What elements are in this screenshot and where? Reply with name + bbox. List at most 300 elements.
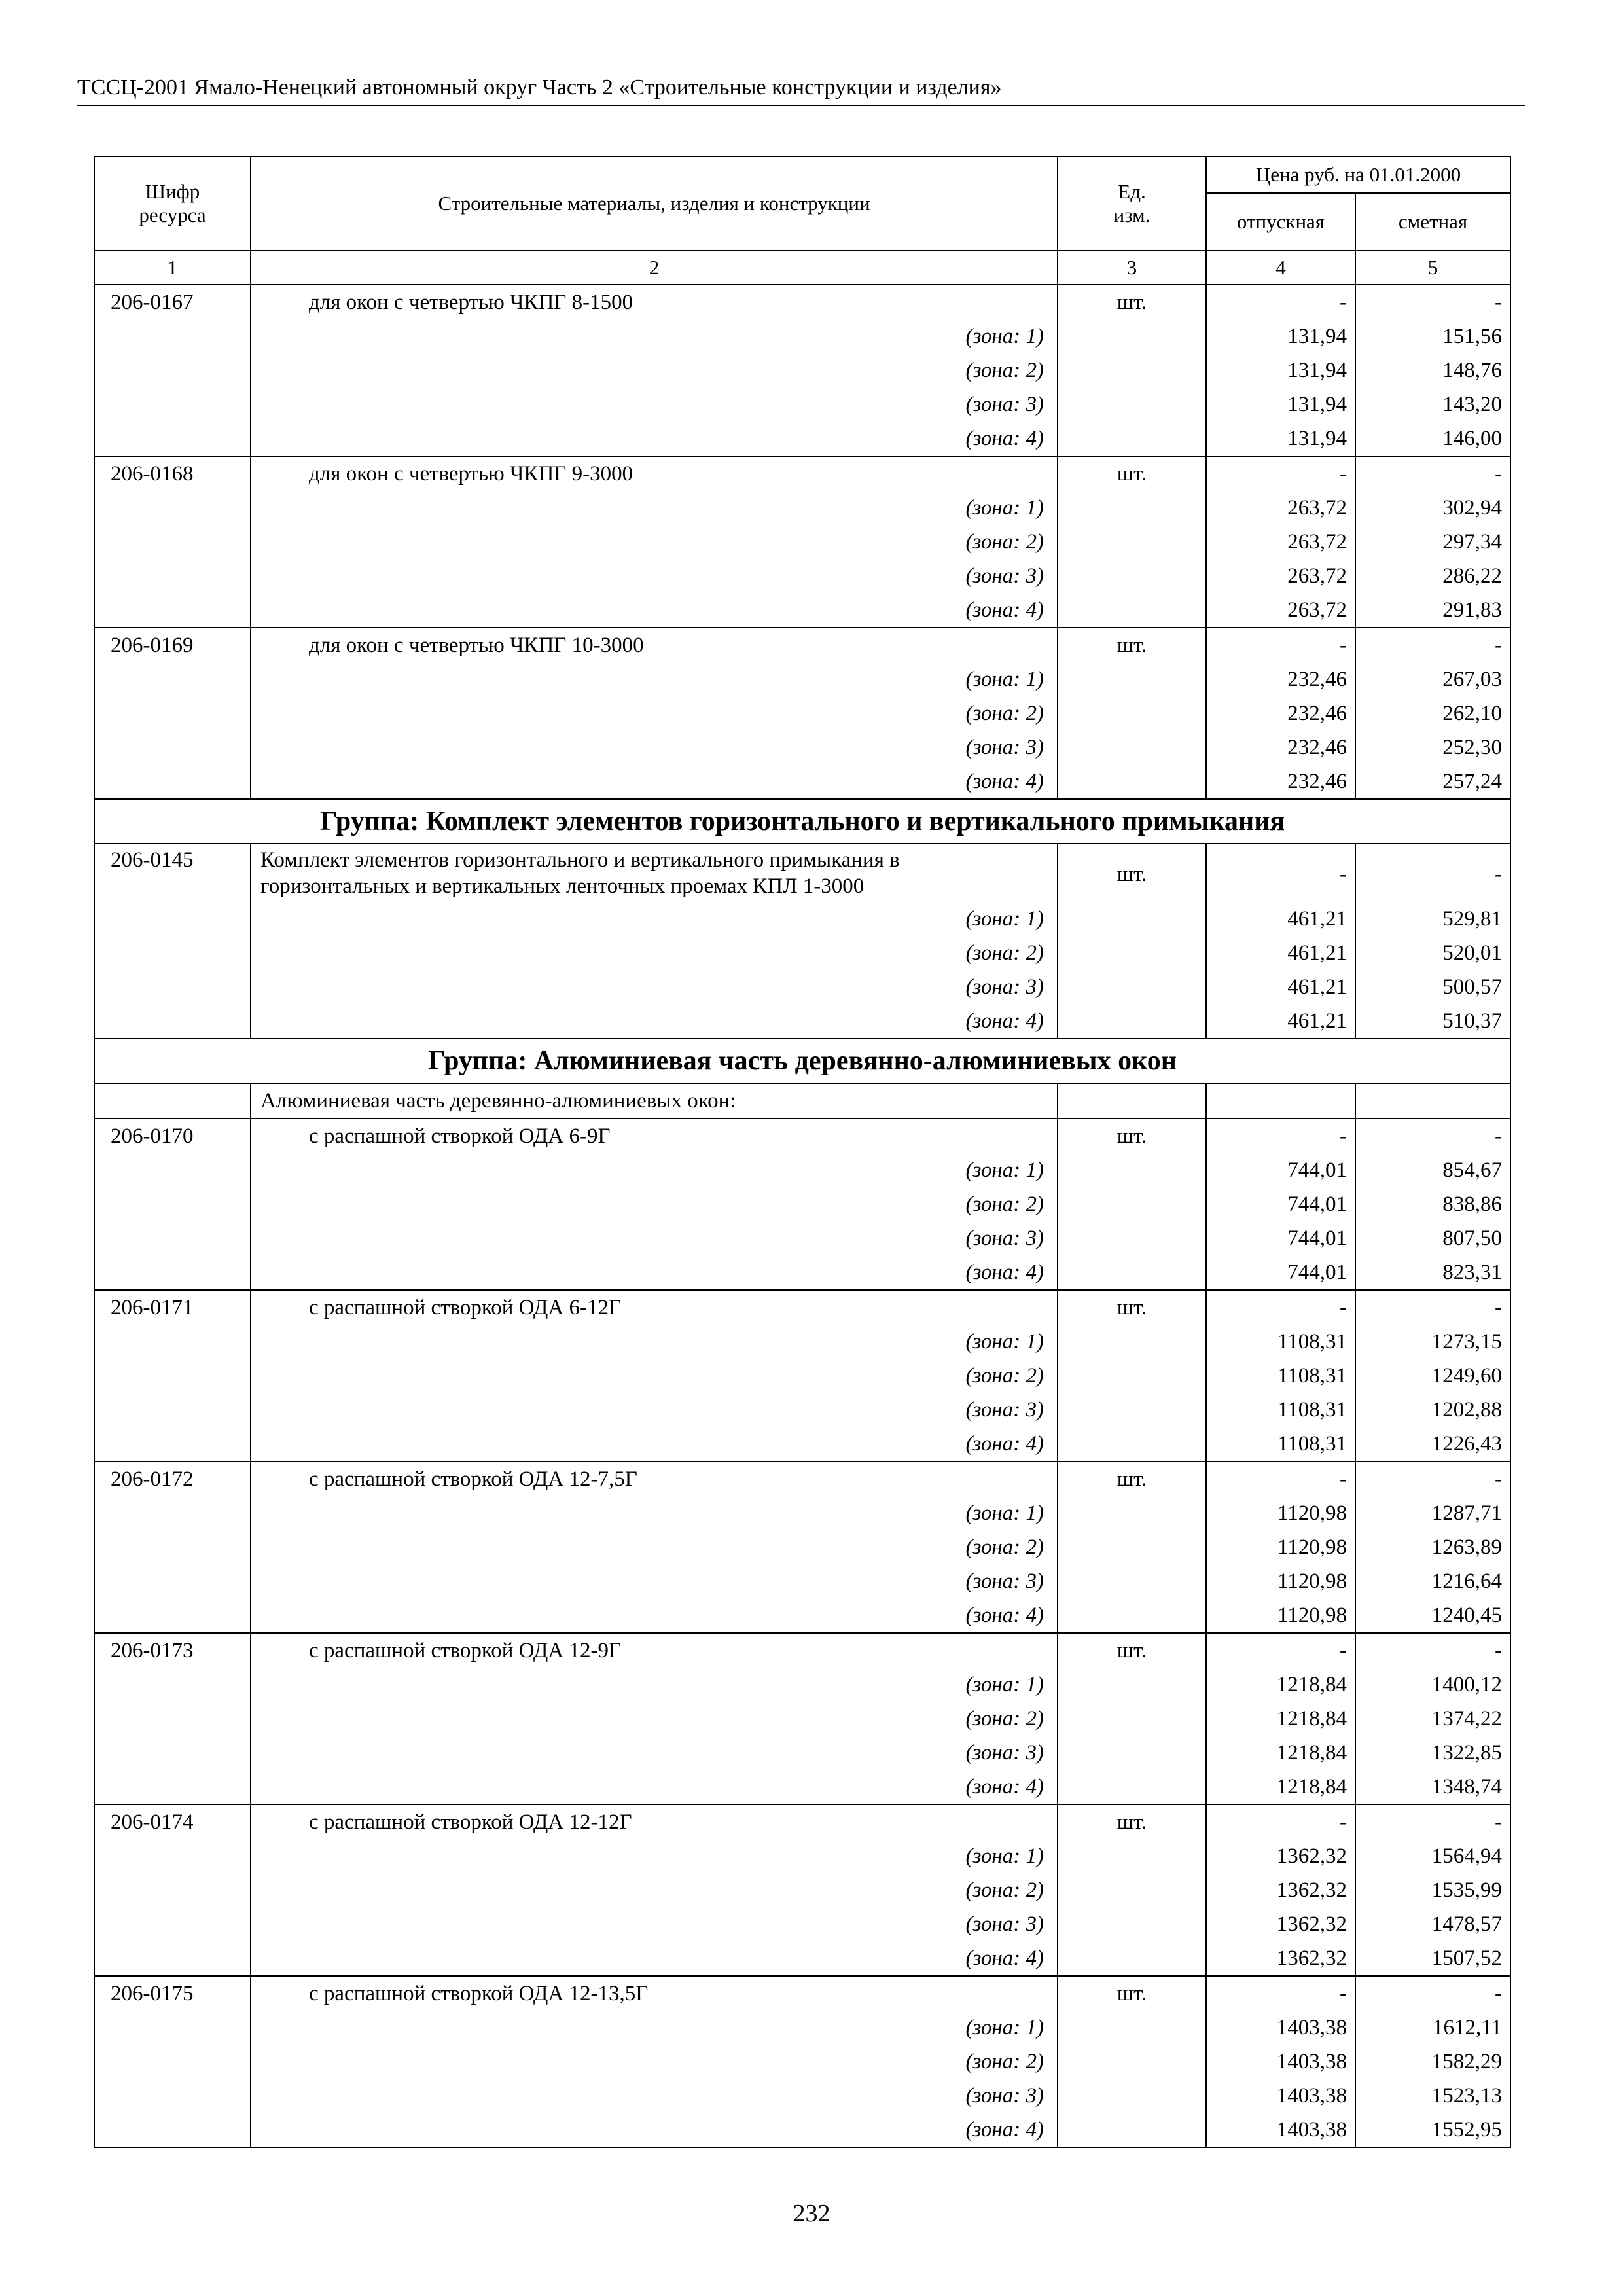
resource-code-cell [94, 936, 251, 970]
estimate-price: 1523,13 [1355, 2079, 1510, 2113]
running-header: ТССЦ-2001 Ямало-Ненецкий автономный округ Часть 2 «Строительные конструкции и изделия» [77, 73, 1525, 106]
estimate-price: 1400,12 [1355, 1668, 1510, 1702]
header-price-group: Цена руб. на 01.01.2000 [1206, 156, 1510, 193]
release-price: 232,46 [1206, 764, 1355, 799]
resource-code-cell [94, 1702, 251, 1736]
table-row [94, 1119, 1510, 1153]
unit-cell [1058, 1083, 1206, 1119]
resource-code-cell [94, 1770, 251, 1804]
unit-of-measure: шт. [1058, 1290, 1206, 1325]
resource-code: 206-0172 [94, 1462, 251, 1496]
zone-row [94, 1393, 1510, 1427]
resource-code-cell [94, 1941, 251, 1976]
table-row [94, 1633, 1510, 1668]
resource-code: 206-0167 [94, 285, 251, 319]
zone-row [94, 1359, 1510, 1393]
resource-code-cell [94, 1907, 251, 1941]
unit-cell [1058, 1221, 1206, 1255]
material-description: Комплект элементов горизонтального и вертикального примыкания в горизонтальных и вертикальных ленточных проемах КПЛ 1-3000 [251, 844, 1058, 902]
unit-cell [1058, 1530, 1206, 1564]
zone-label: (зона: 2) [251, 2045, 1058, 2079]
resource-code-cell [94, 1839, 251, 1873]
release-price: 744,01 [1206, 1255, 1355, 1290]
resource-code-cell [94, 559, 251, 593]
price-table [94, 156, 1511, 2148]
unit-of-measure: шт. [1058, 628, 1206, 662]
zone-row [94, 2011, 1510, 2045]
resource-code-cell [94, 2045, 251, 2079]
estimate-price: - [1355, 1804, 1510, 1839]
zone-row [94, 2079, 1510, 2113]
zone-row [94, 1004, 1510, 1039]
unit-cell [1058, 1873, 1206, 1907]
release-price: 1218,84 [1206, 1668, 1355, 1702]
zone-label: (зона: 3) [251, 559, 1058, 593]
material-description: с распашной створкой ОДА 6-9Г [251, 1119, 1058, 1153]
estimate-price: 520,01 [1355, 936, 1510, 970]
zone-label: (зона: 2) [251, 353, 1058, 387]
unit-cell [1058, 2079, 1206, 2113]
unit-cell [1058, 491, 1206, 525]
column-numbers-row [94, 251, 1510, 285]
resource-code-cell [94, 696, 251, 730]
unit-cell [1058, 1702, 1206, 1736]
resource-code-cell [94, 2079, 251, 2113]
estimate-price: 1478,57 [1355, 1907, 1510, 1941]
resource-code-cell [94, 1598, 251, 1633]
resource-code-cell [94, 730, 251, 764]
zone-label: (зона: 4) [251, 1427, 1058, 1462]
estimate-price: - [1355, 628, 1510, 662]
resource-code: 206-0145 [94, 844, 251, 902]
zone-label: (зона: 1) [251, 491, 1058, 525]
estimate-price: 1348,74 [1355, 1770, 1510, 1804]
table-row [94, 1804, 1510, 1839]
estimate-price: 1216,64 [1355, 1564, 1510, 1598]
zone-row [94, 1221, 1510, 1255]
estimate-price: 291,83 [1355, 593, 1510, 628]
unit-cell [1058, 662, 1206, 696]
release-price: 1108,31 [1206, 1359, 1355, 1393]
estimate-price: 500,57 [1355, 970, 1510, 1004]
zone-row [94, 559, 1510, 593]
release-price: 1403,38 [1206, 2011, 1355, 2045]
release-price: 1218,84 [1206, 1702, 1355, 1736]
resource-code-cell [94, 2011, 251, 2045]
unit-cell [1058, 1427, 1206, 1462]
zone-label: (зона: 2) [251, 1873, 1058, 1907]
zone-row [94, 1668, 1510, 1702]
unit-of-measure: шт. [1058, 1462, 1206, 1496]
estimate-price: 510,37 [1355, 1004, 1510, 1039]
zone-label: (зона: 3) [251, 970, 1058, 1004]
estimate-price: 823,31 [1355, 1255, 1510, 1290]
zone-label: (зона: 2) [251, 1530, 1058, 1564]
release-price: - [1206, 1633, 1355, 1668]
resource-code-cell [94, 491, 251, 525]
resource-code-cell [94, 764, 251, 799]
estimate-price: 1226,43 [1355, 1427, 1510, 1462]
resource-code: 206-0173 [94, 1633, 251, 1668]
resource-code-cell [94, 1221, 251, 1255]
unit-of-measure: шт. [1058, 285, 1206, 319]
zone-label: (зона: 2) [251, 1359, 1058, 1393]
release-price: - [1206, 628, 1355, 662]
estimate-price: 146,00 [1355, 422, 1510, 456]
estimate-price: 252,30 [1355, 730, 1510, 764]
zone-row [94, 1702, 1510, 1736]
header-estimate: сметная [1355, 193, 1510, 251]
estimate-price: 257,24 [1355, 764, 1510, 799]
release-price: - [1206, 1290, 1355, 1325]
group-heading-row [94, 799, 1510, 844]
unit-cell [1058, 2045, 1206, 2079]
release-price: - [1206, 1976, 1355, 2011]
zone-label: (зона: 3) [251, 2079, 1058, 2113]
unit-cell [1058, 1564, 1206, 1598]
page-number: 232 [793, 2200, 830, 2227]
zone-row [94, 662, 1510, 696]
table-row [94, 844, 1510, 902]
estimate-price: 1322,85 [1355, 1736, 1510, 1770]
table-row [94, 1462, 1510, 1496]
zone-label: (зона: 4) [251, 1004, 1058, 1039]
unit-cell [1058, 1255, 1206, 1290]
resource-code-cell [94, 1496, 251, 1530]
estimate-price: 529,81 [1355, 902, 1510, 936]
zone-label: (зона: 4) [251, 1770, 1058, 1804]
table-row [94, 628, 1510, 662]
estimate-price: - [1355, 844, 1510, 902]
unit-cell [1058, 387, 1206, 422]
release-price: 131,94 [1206, 353, 1355, 387]
release-price: 1218,84 [1206, 1770, 1355, 1804]
zone-label: (зона: 3) [251, 1736, 1058, 1770]
column-number: 4 [1206, 251, 1355, 285]
resource-code-cell [94, 1359, 251, 1393]
estimate-price: 286,22 [1355, 559, 1510, 593]
zone-row [94, 2113, 1510, 2147]
unit-of-measure: шт. [1058, 1119, 1206, 1153]
zone-label: (зона: 4) [251, 1255, 1058, 1290]
unit-of-measure: шт. [1058, 844, 1206, 902]
resource-code-cell [94, 422, 251, 456]
column-number: 5 [1355, 251, 1510, 285]
resource-code-cell [94, 1187, 251, 1221]
zone-label: (зона: 4) [251, 764, 1058, 799]
estimate-price: - [1355, 1119, 1510, 1153]
zone-row [94, 1564, 1510, 1598]
table-row [94, 1976, 1510, 2011]
unit-cell [1058, 1839, 1206, 1873]
zone-row [94, 1907, 1510, 1941]
unit-cell [1058, 1496, 1206, 1530]
release-price: 1120,98 [1206, 1564, 1355, 1598]
zone-label: (зона: 1) [251, 2011, 1058, 2045]
resource-code-cell [94, 1427, 251, 1462]
resource-code: 206-0168 [94, 456, 251, 491]
material-description: для окон с четвертью ЧКПГ 10-3000 [251, 628, 1058, 662]
zone-row [94, 1839, 1510, 1873]
estimate-price: 143,20 [1355, 387, 1510, 422]
zone-row [94, 387, 1510, 422]
resource-code: 206-0169 [94, 628, 251, 662]
zone-row [94, 525, 1510, 559]
release-price: 1120,98 [1206, 1598, 1355, 1633]
zone-label: (зона: 4) [251, 1941, 1058, 1976]
release-price: - [1206, 456, 1355, 491]
estimate-price: 854,67 [1355, 1153, 1510, 1187]
material-description: с распашной створкой ОДА 12-13,5Г [251, 1976, 1058, 2011]
unit-of-measure: шт. [1058, 456, 1206, 491]
release-price: 1120,98 [1206, 1530, 1355, 1564]
zone-row [94, 936, 1510, 970]
subheading-row [94, 1083, 1510, 1119]
zone-label: (зона: 1) [251, 319, 1058, 353]
resource-code-cell [94, 1564, 251, 1598]
release-price: 232,46 [1206, 696, 1355, 730]
estimate-price: 1535,99 [1355, 1873, 1510, 1907]
release-price: 1403,38 [1206, 2113, 1355, 2147]
release-price: 263,72 [1206, 525, 1355, 559]
zone-row [94, 902, 1510, 936]
unit-cell [1058, 559, 1206, 593]
unit-cell [1058, 902, 1206, 936]
group-heading-row [94, 1039, 1510, 1083]
group-title: Группа: Алюминиевая часть деревянно-алюминиевых окон [94, 1039, 1510, 1083]
zone-row [94, 764, 1510, 799]
zone-label: (зона: 1) [251, 1496, 1058, 1530]
unit-cell [1058, 936, 1206, 970]
unit-cell [1058, 1907, 1206, 1941]
resource-code-cell [94, 1393, 251, 1427]
unit-cell [1058, 2113, 1206, 2147]
zone-label: (зона: 4) [251, 593, 1058, 628]
zone-label: (зона: 3) [251, 387, 1058, 422]
release-price: 1362,32 [1206, 1941, 1355, 1976]
release-price: 131,94 [1206, 387, 1355, 422]
zone-row [94, 1187, 1510, 1221]
resource-code-cell [94, 1530, 251, 1564]
zone-row [94, 1736, 1510, 1770]
release-price: 461,21 [1206, 902, 1355, 936]
estimate-price: 302,94 [1355, 491, 1510, 525]
unit-of-measure: шт. [1058, 1804, 1206, 1839]
zone-label: (зона: 4) [251, 422, 1058, 456]
estimate-price: - [1355, 1462, 1510, 1496]
unit-cell [1058, 1393, 1206, 1427]
unit-cell [1058, 696, 1206, 730]
estimate-price: 1374,22 [1355, 1702, 1510, 1736]
unit-cell [1058, 764, 1206, 799]
release-price: 1403,38 [1206, 2079, 1355, 2113]
resource-code-cell [94, 902, 251, 936]
estimate-price: - [1355, 285, 1510, 319]
unit-cell [1058, 1187, 1206, 1221]
release-price: 1403,38 [1206, 2045, 1355, 2079]
column-number: 3 [1058, 251, 1206, 285]
resource-code-cell [94, 593, 251, 628]
table-header [94, 156, 1510, 285]
zone-row [94, 1427, 1510, 1462]
estimate-price: 807,50 [1355, 1221, 1510, 1255]
zone-label: (зона: 2) [251, 1187, 1058, 1221]
estimate-price: 151,56 [1355, 319, 1510, 353]
estimate-price: - [1355, 1976, 1510, 2011]
release-price: 263,72 [1206, 491, 1355, 525]
resource-code-cell [94, 2113, 251, 2147]
resource-code-cell [94, 1004, 251, 1039]
zone-label: (зона: 3) [251, 730, 1058, 764]
unit-cell [1058, 525, 1206, 559]
estimate-price: - [1355, 1633, 1510, 1668]
zone-row [94, 1941, 1510, 1976]
release-price: 744,01 [1206, 1187, 1355, 1221]
unit-cell [1058, 422, 1206, 456]
material-description: с распашной створкой ОДА 12-9Г [251, 1633, 1058, 1668]
zone-row [94, 353, 1510, 387]
header-unit: Ед. изм. [1058, 156, 1206, 251]
zone-label: (зона: 1) [251, 1153, 1058, 1187]
resource-code-cell [94, 970, 251, 1004]
table-row [94, 1290, 1510, 1325]
zone-label: (зона: 3) [251, 1221, 1058, 1255]
unit-cell [1058, 353, 1206, 387]
resource-code: 206-0175 [94, 1976, 251, 2011]
release-price: 1362,32 [1206, 1907, 1355, 1941]
unit-cell [1058, 593, 1206, 628]
release-price: - [1206, 844, 1355, 902]
release-price: 461,21 [1206, 936, 1355, 970]
zone-label: (зона: 1) [251, 1839, 1058, 1873]
material-description: для окон с четвертью ЧКПГ 8-1500 [251, 285, 1058, 319]
release-price: 232,46 [1206, 662, 1355, 696]
resource-code-cell [94, 1153, 251, 1187]
zone-row [94, 2045, 1510, 2079]
zone-row [94, 1325, 1510, 1359]
header-release: отпускная [1206, 193, 1355, 251]
unit-cell [1058, 1770, 1206, 1804]
zone-row [94, 593, 1510, 628]
unit-cell [1058, 1668, 1206, 1702]
unit-cell [1058, 319, 1206, 353]
resource-code-cell [94, 1873, 251, 1907]
resource-code-cell [94, 319, 251, 353]
zone-label: (зона: 1) [251, 1668, 1058, 1702]
unit-cell [1058, 970, 1206, 1004]
estimate-price: 262,10 [1355, 696, 1510, 730]
estimate-price: 148,76 [1355, 353, 1510, 387]
release-price: - [1206, 1119, 1355, 1153]
release-price: 744,01 [1206, 1153, 1355, 1187]
release-price: 461,21 [1206, 970, 1355, 1004]
zone-label: (зона: 1) [251, 662, 1058, 696]
zone-label: (зона: 3) [251, 1907, 1058, 1941]
zone-row [94, 970, 1510, 1004]
zone-row [94, 696, 1510, 730]
unit-cell [1058, 1153, 1206, 1187]
release-price: 1120,98 [1206, 1496, 1355, 1530]
estimate-price: 838,86 [1355, 1187, 1510, 1221]
zone-label: (зона: 1) [251, 1325, 1058, 1359]
estimate-price: 1202,88 [1355, 1393, 1510, 1427]
release-price: 461,21 [1206, 1004, 1355, 1039]
zone-label: (зона: 1) [251, 902, 1058, 936]
release-price: 1108,31 [1206, 1325, 1355, 1359]
material-description: с распашной створкой ОДА 12-12Г [251, 1804, 1058, 1839]
release-price: 1362,32 [1206, 1839, 1355, 1873]
zone-label: (зона: 2) [251, 1702, 1058, 1736]
material-description: с распашной створкой ОДА 6-12Г [251, 1290, 1058, 1325]
estimate-price: 267,03 [1355, 662, 1510, 696]
estimate-price-cell [1355, 1083, 1510, 1119]
release-price: - [1206, 1804, 1355, 1839]
release-price: 1108,31 [1206, 1393, 1355, 1427]
table-body [94, 285, 1510, 2147]
release-price: 1218,84 [1206, 1736, 1355, 1770]
zone-row [94, 1873, 1510, 1907]
group-title: Группа: Комплект элементов горизонтального и вертикального примыкания [94, 799, 1510, 844]
zone-row [94, 491, 1510, 525]
release-price: 1362,32 [1206, 1873, 1355, 1907]
release-price-cell [1206, 1083, 1355, 1119]
release-price: 131,94 [1206, 422, 1355, 456]
column-number: 1 [94, 251, 251, 285]
resource-code-cell [94, 662, 251, 696]
zone-row [94, 422, 1510, 456]
unit-cell [1058, 1359, 1206, 1393]
unit-cell [1058, 2011, 1206, 2045]
resource-code-cell [94, 1736, 251, 1770]
zone-label: (зона: 4) [251, 2113, 1058, 2147]
estimate-price: 1552,95 [1355, 2113, 1510, 2147]
release-price: 1108,31 [1206, 1427, 1355, 1462]
estimate-price: 1612,11 [1355, 2011, 1510, 2045]
release-price: 131,94 [1206, 319, 1355, 353]
zone-label: (зона: 2) [251, 696, 1058, 730]
resource-code-cell [94, 1325, 251, 1359]
zone-row [94, 1530, 1510, 1564]
resource-code-cell [94, 387, 251, 422]
unit-of-measure: шт. [1058, 1633, 1206, 1668]
subheading-text: Алюминиевая часть деревянно-алюминиевых окон: [251, 1083, 1058, 1119]
estimate-price: 1287,71 [1355, 1496, 1510, 1530]
unit-cell [1058, 1941, 1206, 1976]
resource-code-cell [94, 1668, 251, 1702]
estimate-price: 1249,60 [1355, 1359, 1510, 1393]
release-price: 744,01 [1206, 1221, 1355, 1255]
header-code: Шифр ресурса [94, 156, 251, 251]
estimate-price: 1263,89 [1355, 1530, 1510, 1564]
zone-row [94, 1255, 1510, 1290]
release-price: 263,72 [1206, 559, 1355, 593]
estimate-price: 1240,45 [1355, 1598, 1510, 1633]
estimate-price: 1582,29 [1355, 2045, 1510, 2079]
column-number: 2 [251, 251, 1058, 285]
release-price: 263,72 [1206, 593, 1355, 628]
unit-cell [1058, 1325, 1206, 1359]
estimate-price: 297,34 [1355, 525, 1510, 559]
unit-cell [1058, 1736, 1206, 1770]
estimate-price: 1564,94 [1355, 1839, 1510, 1873]
zone-label: (зона: 3) [251, 1564, 1058, 1598]
estimate-price: 1273,15 [1355, 1325, 1510, 1359]
resource-code-cell [94, 1083, 251, 1119]
zone-row [94, 319, 1510, 353]
unit-cell [1058, 1598, 1206, 1633]
release-price: - [1206, 1462, 1355, 1496]
resource-code-cell [94, 525, 251, 559]
